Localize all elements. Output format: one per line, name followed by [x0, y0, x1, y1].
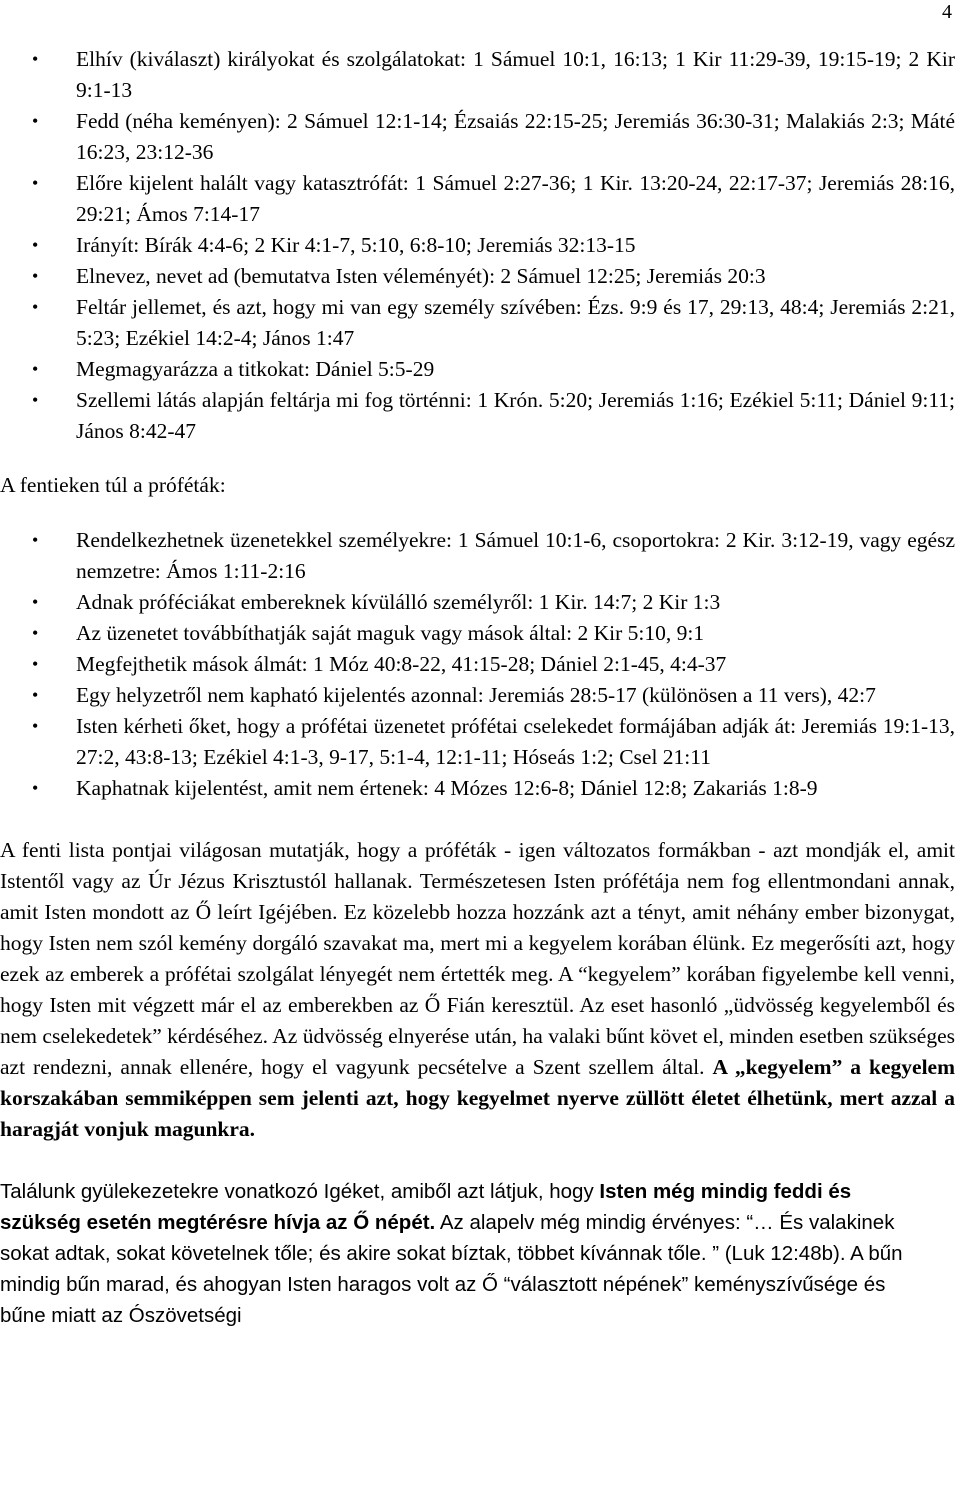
prophet-functions-list: [0, 44, 955, 447]
page-number: 4: [942, 1, 952, 23]
list-item-text: Az üzenetet továbbíthatják saját maguk vagy mások által: 2 Kir 5:10, 9:1: [76, 621, 705, 645]
list-item: [0, 649, 955, 680]
bullet-icon: •: [32, 390, 39, 410]
list-item: [0, 106, 955, 168]
list-item: [0, 385, 955, 447]
bullet-icon: •: [32, 173, 39, 193]
list-item-text: Kaphatnak kijelentést, amit nem értenek: 4 Mózes 12:6-8; Dániel 12:8; Zakariás 1:8-9: [76, 776, 818, 800]
list-item-text: Rendelkezhetnek üzenetekkel személyekre: 1 Sámuel 10:1-6, csoportokra: 2 Kir. 3:12-19, vagy egész nemzetre: Ámos 1:11-2:16: [76, 528, 955, 583]
bullet-icon: •: [32, 716, 39, 736]
bullet-icon: •: [32, 266, 39, 286]
list-item: [0, 773, 955, 804]
list-item: [0, 168, 955, 230]
document-body: [0, 44, 955, 1331]
list-item-text: Megmagyarázza a titkokat: Dániel 5:5-29: [76, 357, 435, 381]
bullet-icon: •: [32, 49, 39, 69]
list-item: [0, 230, 955, 261]
list-item: [0, 680, 955, 711]
closing-bold: Isten még mindig feddi és szükség esetén megtérésre hívja az Ő népét.: [0, 1180, 852, 1234]
list-item-text: Megfejthetik mások álmát: 1 Móz 40:8-22, 41:15-28; Dániel 2:1-45, 4:4-37: [76, 652, 727, 676]
list-item-text: Irányít: Bírák 4:4-6; 2 Kir 4:1-7, 5:10, 6:8-10; Jeremiás 32:13-15: [76, 233, 636, 257]
bullet-icon: •: [32, 297, 39, 317]
main-paragraph-bold: A „kegyelem” a kegyelem korszakában semmiképpen sem jelenti azt, hogy kegyelmet nyerve züllött életet élhetünk, mert azzal a haragját vonjuk magunkra.: [0, 1055, 956, 1141]
bullet-icon: •: [32, 235, 39, 255]
bullet-icon: •: [32, 654, 39, 674]
bullet-icon: •: [32, 111, 39, 131]
bullet-icon: •: [32, 530, 39, 550]
list-item-text: Isten kérheti őket, hogy a prófétai üzenetet prófétai cselekedet formájában adják át: Jeremiás 19:1-13, 27:2, 43:8-13; Ezékiel 4:1-3, 9-17, 5:1-4, 12:1-11; Hóseás 1:2; Csel 21:11: [76, 714, 955, 769]
list-item-text: Fedd (néha keményen): 2 Sámuel 12:1-14; Ézsaiás 22:15-25; Jeremiás 36:30-31; Malakiás 2:3; Máté 16:23, 23:12-36: [76, 109, 955, 164]
bullet-icon: •: [32, 592, 39, 612]
intro-paragraph: A fentieken túl a próféták:: [0, 473, 226, 497]
list-item-text: Egy helyzetről nem kapható kijelentés azonnal: Jeremiás 28:5-17 (különösen a 11 vers), 42:7: [76, 683, 876, 707]
main-paragraph-text: A fenti lista pontjai világosan mutatják, hogy a próféták - igen változatos formákban - azt mondják el, amit Istentől vagy az Úr Jézus Krisztustól hallanak. Természetesen Isten prófétája nem fog ellentmondani annak, amit Isten mondott az Ő leírt Igéjében. Ez közelebb hozza hozzánk azt a tényt, amit néhány ember bizonygat, hogy Isten nem szól kemény dorgáló szavakat ma, mert mi a kegyelem korában élünk. Ez megerősíti azt, hogy ezek az emberek a prófétai szolgálat lényegét nem értették meg. A “kegyelem” korában figyelembe kell venni, hogy Isten mit végzett már el az emberekben az Ő Fián keresztül. Az eset hasonló „üdvösség kegyelemből és nem cselekedetek” kérdéséhez. Az üdvösség elnyerése után, ha valaki bűnt követ el, minden esetben szükséges azt rendezni, annak ellenére, hogy el vagyunk pecsételve a Szent szellem által.: [0, 838, 955, 1079]
bullet-icon: •: [32, 778, 39, 798]
closing-text-start: Találunk gyülekezetekre vonatkozó Igéket, amiből azt látjuk, hogy: [0, 1180, 594, 1203]
list-item: [0, 261, 955, 292]
list-item-text: Előre kijelent halált vagy katasztrófát: 1 Sámuel 2:27-36; 1 Kir. 13:20-24, 22:17-37; Jeremiás 28:16, 29:21; Ámos 7:14-17: [76, 171, 955, 226]
bullet-icon: •: [32, 623, 39, 643]
list-item: [0, 44, 955, 106]
list-item-text: Szellemi látás alapján feltárja mi fog történni: 1 Krón. 5:20; Jeremiás 1:16; Ezékiel 5:11; Dániel 9:11; János 8:42-47: [76, 388, 955, 443]
main-paragraph: [0, 835, 955, 1145]
list-item: [0, 618, 955, 649]
list-item: [0, 354, 955, 385]
list-item: [0, 587, 955, 618]
list-item: [0, 525, 955, 587]
bullet-icon: •: [32, 359, 39, 379]
prophet-abilities-list: [0, 525, 955, 804]
list-item-text: Elnevez, nevet ad (bemutatva Isten véleményét): 2 Sámuel 12:25; Jeremiás 20:3: [76, 264, 766, 288]
list-item-text: Elhív (kiválaszt) királyokat és szolgálatokat: 1 Sámuel 10:1, 16:13; 1 Kir 11:29-39, 19:15-19; 2 Kir 9:1-13: [76, 47, 955, 102]
list-item: [0, 292, 955, 354]
bullet-icon: •: [32, 685, 39, 705]
list-item-text: Adnak próféciákat embereknek kívülálló személyről: 1 Kir. 14:7; 2 Kir 1:3: [76, 590, 721, 614]
closing-text-end: Az alapelv még mindig érvényes: “… És valakinek sokat adtak, sokat követelnek tőle; és akire sokat bíztak, többet kívánnak tőle. ” (Luk 12:48b). A bűn mindig bűn marad, és ahogyan Isten haragos volt az Ő “választott népének” keményszívűsége és bűne miatt az Ószövetségi: [0, 1211, 903, 1327]
list-item: [0, 711, 955, 773]
list-item-text: Feltár jellemet, és azt, hogy mi van egy személy szívében: Ézs. 9:9 és 17, 29:13, 48:4; Jeremiás 2:21, 5:23; Ezékiel 14:2-4; János 1:47: [76, 295, 955, 350]
closing-paragraph: [0, 1176, 925, 1331]
